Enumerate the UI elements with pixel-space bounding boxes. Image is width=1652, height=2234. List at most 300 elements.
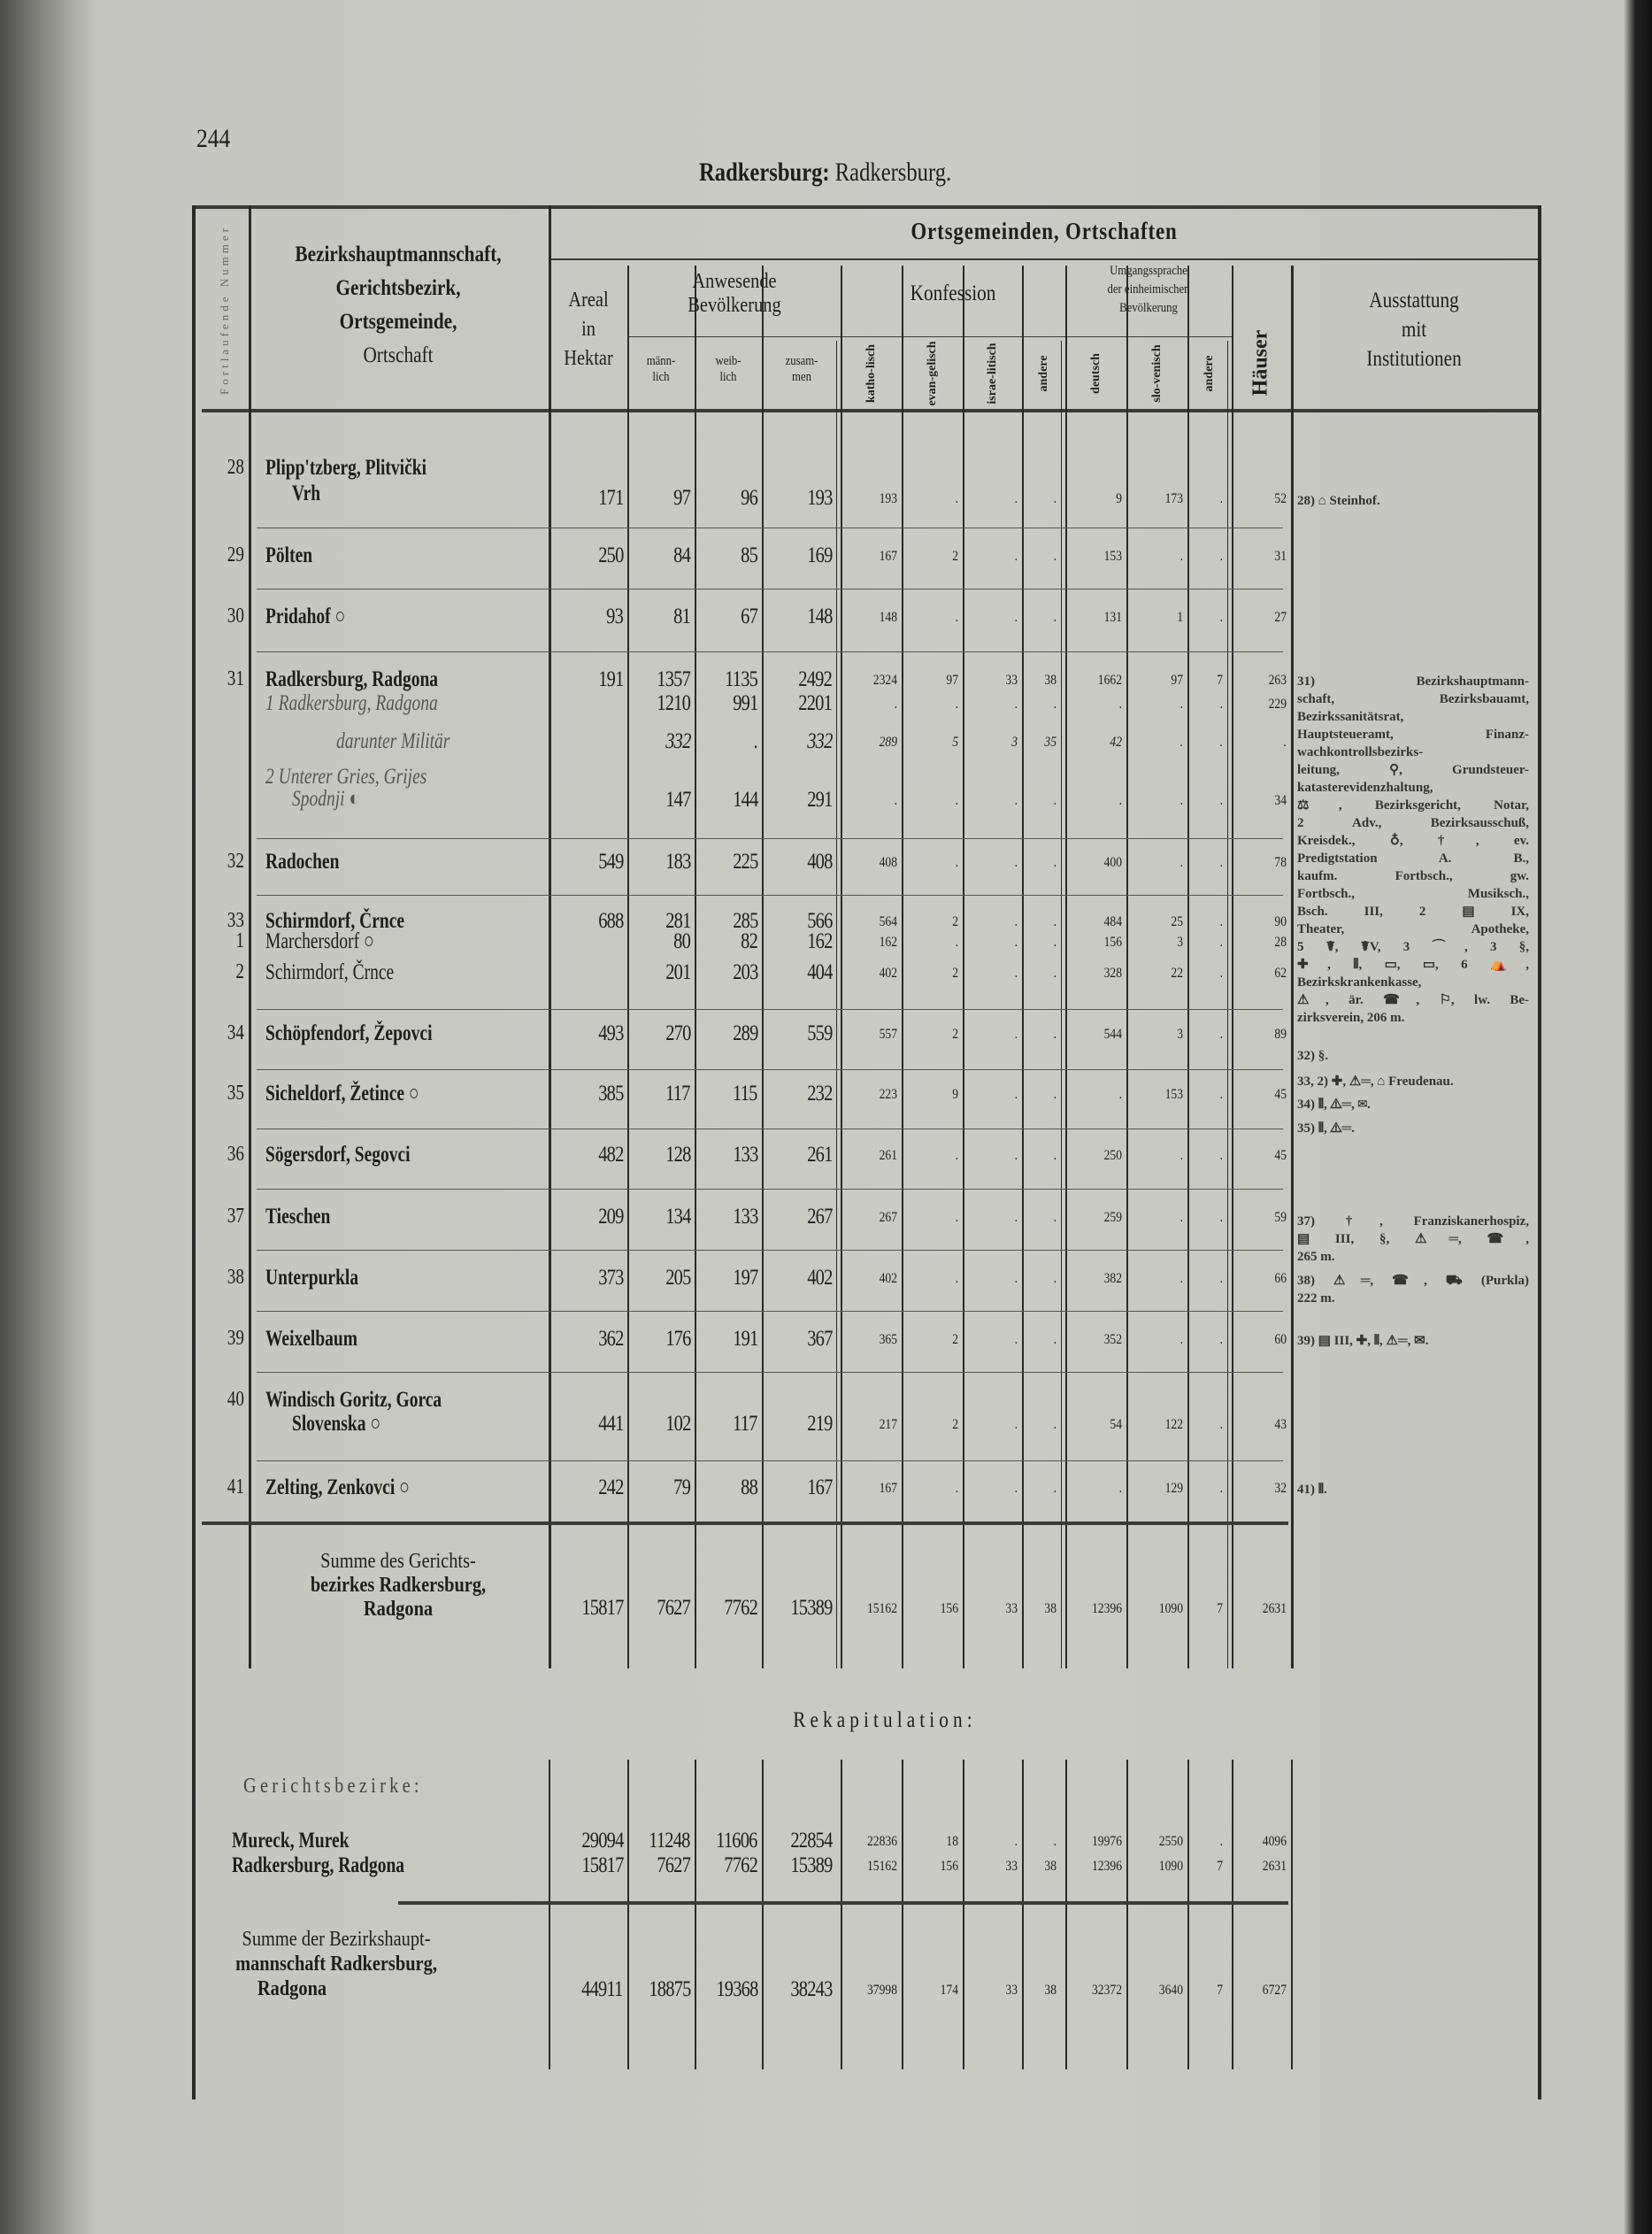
table-cell: . (1053, 1332, 1057, 1347)
header-institutions: Ausstattung (1369, 289, 1459, 312)
table-cell: . (1014, 793, 1018, 808)
table-cell: . (955, 1481, 958, 1496)
table-cell: 80 (673, 929, 690, 953)
table-cell: 3 (1011, 735, 1018, 750)
sum-label: bezirkes Radkersburg, (310, 1574, 487, 1597)
table-cell: 7 (1217, 1601, 1223, 1616)
table-cell: 2550 (1158, 1834, 1183, 1849)
table-cell: 373 (597, 1266, 623, 1290)
table-cell: 232 (806, 1082, 832, 1105)
table-cell: 267 (806, 1205, 832, 1229)
row-number: 30 (227, 605, 244, 628)
table-cell: 2 (952, 914, 958, 929)
table-cell: . (1053, 1148, 1057, 1163)
table-cell: 2 (952, 966, 958, 981)
header-language-col: slo-venisch (1149, 344, 1164, 403)
table-cell: 129 (1164, 1481, 1183, 1496)
table-cell: 38 (1044, 1859, 1057, 1874)
table-cell: 162 (879, 935, 897, 950)
table-cell: 566 (806, 909, 832, 933)
table-cell: . (894, 697, 897, 712)
header-population-col: lich (719, 370, 737, 384)
column-rule (1065, 1760, 1067, 2069)
note-line: schaft, Bezirksbauamt, (1297, 692, 1529, 706)
recap-subtitle: Gerichtsbezirke: (243, 1775, 423, 1798)
table-cell: . (1219, 966, 1223, 981)
table-cell: 89 (1274, 1027, 1287, 1042)
column-rule (841, 1760, 842, 2069)
table-cell: 285 (732, 909, 757, 933)
table-cell: 482 (597, 1143, 623, 1167)
header-houses: Häuser (1249, 329, 1272, 397)
table-cell: 3 (1177, 1027, 1183, 1042)
table-cell: 33 (1005, 1601, 1018, 1616)
table-left-border (192, 205, 196, 2099)
table-cell: 29094 (580, 1829, 623, 1853)
header-rule (549, 258, 1538, 260)
table-cell: 219 (806, 1412, 832, 1436)
note-line: katasterevidenzhaltung, (1297, 781, 1433, 795)
table-cell: . (1219, 1481, 1223, 1496)
table-cell: 2 (952, 1332, 958, 1347)
table-cell: 209 (597, 1205, 623, 1229)
table-cell: 38 (1044, 1983, 1057, 1998)
institution-note (1297, 1481, 1529, 1498)
note-line: Bezirkssanitätsrat, (1297, 710, 1404, 724)
table-cell: 402 (879, 966, 897, 981)
header-rule (1065, 336, 1232, 337)
table-cell: 156 (1103, 935, 1122, 950)
table-cell: 332 (665, 729, 690, 753)
table-cell: 7627 (657, 1853, 690, 1877)
table-cell: . (1219, 610, 1223, 625)
title-court: Radkersburg. (834, 158, 952, 187)
note-line: 35) ⫴, ⚠═. (1297, 1121, 1355, 1136)
table-cell: . (1219, 735, 1223, 750)
table-cell: 193 (879, 491, 897, 506)
row-number: 35 (227, 1082, 244, 1105)
table-cell: . (1283, 735, 1287, 750)
header-population-col: weib- (715, 354, 741, 368)
table-cell: 3 (1177, 935, 1183, 950)
table-cell: . (1219, 549, 1223, 564)
table-cell: 1210 (657, 691, 690, 715)
table-cell: 1662 (1097, 673, 1122, 688)
table-cell: 153 (1103, 549, 1122, 564)
column-rule (1291, 266, 1294, 1668)
row-separator (257, 651, 1283, 652)
table-cell: . (1014, 1271, 1018, 1286)
table-cell: 25 (1171, 914, 1183, 929)
header-name: Gerichtsbezirk, (335, 276, 461, 300)
table-cell: 352 (1103, 1332, 1122, 1347)
table-cell: 96 (741, 486, 757, 510)
table-cell: 79 (673, 1475, 690, 1499)
place-name: Radochen (265, 850, 340, 874)
table-cell: 991 (732, 691, 757, 715)
table-cell: 493 (597, 1021, 623, 1045)
row-separator (257, 1311, 1283, 1312)
place-name: Zelting, Zenkovci ○ (265, 1475, 410, 1499)
table-cell: 328 (1103, 966, 1122, 981)
table-cell: 281 (665, 909, 690, 933)
row-separator (257, 1069, 1283, 1070)
column-rule (549, 205, 551, 1668)
column-rule (963, 1760, 964, 2069)
table-cell: 38 (1044, 1601, 1057, 1616)
row-separator (257, 1009, 1283, 1010)
table-cell: 148 (879, 610, 897, 625)
table-cell: 62 (1274, 966, 1287, 981)
header-language: Umgangssprache (1110, 264, 1187, 278)
table-cell: . (1179, 793, 1183, 808)
table-cell: . (1219, 1148, 1223, 1163)
table-cell: . (1219, 793, 1223, 808)
table-cell: 261 (806, 1143, 832, 1167)
table-cell: 201 (665, 960, 690, 984)
table-cell: 7 (1217, 1983, 1223, 1998)
table-cell: 362 (597, 1327, 623, 1351)
column-rule (695, 266, 696, 1668)
table-cell: . (1118, 1481, 1122, 1496)
table-cell: 117 (665, 1082, 690, 1105)
table-cell: . (1014, 855, 1018, 870)
place-name: Slovenska ○ (292, 1412, 381, 1436)
table-cell: 167 (879, 549, 897, 564)
table-cell: . (1118, 1087, 1122, 1102)
table-cell: 289 (732, 1021, 757, 1045)
sum-rule (202, 1521, 1288, 1525)
header-group-title: Ortsgemeinden, Ortschaften (911, 218, 1178, 244)
table-cell: . (1219, 1417, 1223, 1432)
table-cell: 191 (597, 667, 623, 691)
table-cell: 229 (1268, 697, 1287, 712)
column-rule (1126, 1760, 1128, 2069)
table-cell: 259 (1103, 1210, 1122, 1225)
table-cell: 122 (1164, 1417, 1183, 1432)
column-rule (1022, 1760, 1024, 2069)
table-cell: 197 (732, 1266, 757, 1290)
table-cell: 2 (952, 549, 958, 564)
recap-court-name: Mureck, Murek (232, 1829, 350, 1853)
table-cell: 131 (1103, 610, 1122, 625)
table-cell: 12396 (1092, 1601, 1122, 1616)
table-cell: 408 (879, 855, 897, 870)
table-cell: . (1014, 935, 1018, 950)
table-cell: 44911 (581, 1977, 623, 2001)
column-rule (549, 1760, 550, 2069)
table-cell: 250 (597, 543, 623, 567)
table-cell: 84 (673, 543, 690, 567)
table-cell: 19976 (1092, 1834, 1122, 1849)
note-line: 31) Bezirkshauptmann- (1297, 674, 1529, 689)
note-line: ▤ III, §, ⚠═, ☎, (1297, 1232, 1529, 1246)
recap-sum-label: Radgona (257, 1977, 327, 2000)
note-line: 39) ▤ III, ✚, ⫴, ⚠═, ✉. (1297, 1334, 1429, 1348)
table-cell: 242 (597, 1475, 623, 1499)
table-cell: . (894, 793, 897, 808)
header-population: Bevölkerung (688, 294, 781, 317)
note-line: ⚖, Bezirksgericht, Notar, (1297, 798, 1529, 813)
table-cell: 18875 (648, 1977, 690, 2001)
column-rule (1232, 1760, 1233, 2069)
table-cell: 81 (673, 605, 690, 628)
table-cell: . (1053, 1481, 1057, 1496)
table-cell: 32 (1274, 1481, 1287, 1496)
table-cell: 147 (665, 788, 690, 812)
table-cell: 270 (665, 1021, 690, 1045)
title-district: Radkersburg: (699, 158, 830, 187)
place-name: Schirmdorf, Črnce (265, 909, 405, 933)
note-line: Bezirkskrankenkasse, (1297, 975, 1422, 990)
column-rule (902, 266, 903, 1668)
note-line: 222 m. (1297, 1291, 1335, 1306)
table-cell: 33 (1005, 1983, 1018, 1998)
table-cell: 22854 (789, 1829, 832, 1853)
note-line: Kreisdek., ♁, †, ev. (1297, 834, 1529, 848)
table-cell: . (1118, 793, 1122, 808)
table-cell: . (1053, 914, 1057, 929)
table-cell: 1135 (725, 667, 757, 691)
recap-sum-label: mannschaft Radkersburg, (235, 1953, 437, 1976)
note-line: Predigtstation A. B., (1297, 851, 1529, 866)
header-name: Ortsgemeinde, (339, 310, 457, 334)
table-cell: 33 (1005, 673, 1018, 688)
table-cell: 42 (1110, 735, 1122, 750)
place-name: 2 Unterer Gries, Grijes (265, 765, 427, 789)
table-cell: 38 (1044, 673, 1057, 688)
table-cell: 169 (806, 543, 832, 567)
table-cell: 102 (665, 1412, 690, 1436)
table-cell: . (1179, 855, 1183, 870)
row-number: 32 (227, 850, 244, 873)
place-name: Spodnji ◐ (292, 787, 360, 811)
table-cell: . (1053, 549, 1057, 564)
table-cell: . (955, 1148, 958, 1163)
row-separator (257, 895, 1283, 896)
place-name: Pridahof ○ (265, 605, 346, 628)
table-cell: . (1053, 935, 1057, 950)
table-cell: 3640 (1158, 1983, 1183, 1998)
note-line: 265 m. (1297, 1250, 1335, 1264)
column-rule (762, 266, 764, 1668)
place-name: Unterpurkla (265, 1266, 359, 1290)
column-rule (902, 1760, 903, 2069)
table-cell: . (1053, 1417, 1057, 1432)
row-separator (257, 1250, 1283, 1251)
row-number: 38 (227, 1266, 244, 1289)
table-cell: 88 (741, 1475, 757, 1499)
header-nr: Fortlaufende Nummer (218, 225, 231, 395)
table-cell: 34 (1274, 793, 1287, 808)
table-cell: . (1053, 1834, 1057, 1849)
table-cell: 134 (665, 1205, 690, 1229)
row-number: 33 (227, 909, 244, 932)
table-cell: 15162 (867, 1601, 897, 1616)
table-cell: . (1219, 1087, 1223, 1102)
table-cell: 2 (952, 1027, 958, 1042)
table-cell: . (753, 729, 757, 753)
table-cell: 67 (741, 605, 757, 628)
table-cell: 85 (741, 543, 757, 567)
table-top-rule (192, 205, 1541, 209)
place-name: Radkersburg, Radgona (265, 667, 439, 691)
table-cell: 400 (1103, 855, 1122, 870)
table-cell: . (1179, 1148, 1183, 1163)
row-number: 41 (227, 1475, 244, 1498)
header-language: der einheimischen (1107, 282, 1190, 297)
column-rule (841, 266, 842, 1668)
table-cell: 402 (806, 1266, 832, 1290)
header-language: Bevölkerung (1119, 301, 1178, 315)
header-population-col: männ- (646, 354, 676, 368)
column-rule (249, 205, 251, 1668)
table-cell: . (1014, 1332, 1018, 1347)
institution-note (1297, 1272, 1529, 1307)
row-number: 2 (235, 960, 244, 983)
table-cell: 11606 (716, 1829, 757, 1853)
row-number: 29 (227, 543, 244, 566)
header-bottom-rule (202, 409, 1538, 412)
table-cell: . (955, 1210, 958, 1225)
table-cell: . (955, 491, 958, 506)
table-cell: 11248 (649, 1829, 690, 1853)
table-cell: 15389 (789, 1596, 832, 1620)
institution-note (1297, 1073, 1529, 1090)
header-population-col: zusam- (785, 354, 818, 368)
table-cell: . (1179, 1271, 1183, 1286)
table-cell: 35 (1044, 735, 1057, 750)
header-institutions: Institutionen (1366, 347, 1462, 371)
row-number: 34 (227, 1021, 244, 1044)
column-rule (1227, 341, 1228, 1668)
table-cell: 5 (952, 735, 958, 750)
note-line: 28) ⌂ Steinhof. (1297, 494, 1380, 508)
table-cell: 402 (879, 1271, 897, 1286)
table-cell: . (955, 935, 958, 950)
header-konfession: Konfession (910, 281, 996, 305)
place-name: Schirmdorf, Črnce (265, 960, 395, 984)
row-number: 36 (227, 1143, 244, 1166)
table-cell: 173 (1164, 491, 1183, 506)
table-cell: 97 (946, 673, 958, 688)
column-rule (1022, 266, 1024, 1668)
table-cell: 250 (1103, 1148, 1122, 1163)
table-cell: 45 (1274, 1087, 1287, 1102)
place-name: 1 Radkersburg, Radgona (265, 691, 438, 715)
table-cell: 263 (1268, 673, 1287, 688)
table-cell: . (1219, 935, 1223, 950)
table-cell: 27 (1274, 610, 1287, 625)
table-cell: 38243 (789, 1977, 832, 2001)
note-line: Bsch. III, 2 ▤ IX, (1297, 905, 1529, 919)
table-cell: 267 (879, 1210, 897, 1225)
table-cell: 28 (1274, 935, 1287, 950)
column-rule (1187, 1760, 1189, 2069)
table-cell: . (1219, 491, 1223, 506)
place-name: Sicheldorf, Žetince ○ (265, 1082, 419, 1105)
table-cell: 15162 (867, 1859, 897, 1874)
table-cell: 97 (1171, 673, 1183, 688)
header-language-col: deutsch (1088, 353, 1103, 394)
header-name: Bezirkshauptmannschaft, (295, 243, 502, 266)
table-cell: 2631 (1262, 1601, 1287, 1616)
table-cell: 167 (806, 1475, 832, 1499)
table-cell: 7 (1217, 673, 1223, 688)
table-cell: 7 (1217, 1859, 1223, 1874)
table-cell: . (1053, 1210, 1057, 1225)
table-cell: 408 (806, 850, 832, 874)
row-number: 28 (227, 456, 244, 479)
table-cell: 9 (1116, 491, 1122, 506)
table-cell: . (1219, 1027, 1223, 1042)
table-cell: 484 (1103, 914, 1122, 929)
header-institutions: mit (1401, 318, 1427, 342)
place-name: Windisch Goritz, Gorca (265, 1388, 442, 1412)
table-cell: 153 (1164, 1087, 1183, 1102)
row-number: 1 (235, 929, 244, 952)
recap-sum-rule (398, 1901, 1288, 1905)
table-cell: . (955, 793, 958, 808)
table-cell: 382 (1103, 1271, 1122, 1286)
table-cell: 133 (732, 1143, 757, 1167)
table-cell: . (1219, 855, 1223, 870)
table-cell: 31 (1274, 549, 1287, 564)
note-line: 32) §. (1297, 1049, 1328, 1063)
place-name: Weixelbaum (265, 1327, 358, 1351)
page-number: 244 (196, 124, 231, 153)
table-cell: 7762 (724, 1596, 757, 1620)
note-line: leitung, ⚲, Grundsteuer- (1297, 763, 1529, 777)
table-cell: . (1053, 1087, 1057, 1102)
table-cell: . (955, 610, 958, 625)
header-rule (627, 336, 841, 337)
note-line: ⚠, är. ☎, ⚐, lw. Be- (1297, 993, 1529, 1007)
table-cell: 52 (1274, 491, 1287, 506)
table-cell: 549 (597, 850, 623, 874)
place-name: Plipp'tzberg, Plitvički (265, 456, 426, 480)
table-cell: 1 (1177, 610, 1183, 625)
column-rule (627, 1760, 629, 2069)
table-cell: 544 (1103, 1027, 1122, 1042)
table-cell: 193 (806, 486, 832, 510)
recap-title: Rekapitulation: (793, 1708, 977, 1732)
note-line: 38) ⚠═, ☎, ⛟ (Purkla) (1297, 1274, 1529, 1288)
note-line: wachkontrollsbezirks- (1297, 745, 1424, 759)
note-line: 33, 2) ✚, ⚠═, ⌂ Freudenau. (1297, 1075, 1454, 1089)
column-rule (695, 1760, 696, 2069)
table-cell: 78 (1274, 855, 1287, 870)
table-cell: 688 (597, 909, 623, 933)
row-separator (257, 1460, 1283, 1461)
table-cell: 66 (1274, 1271, 1287, 1286)
table-cell: 162 (806, 929, 832, 953)
table-cell: 144 (732, 788, 757, 812)
header-rule (841, 336, 1065, 337)
table-cell: . (1014, 1087, 1018, 1102)
place-name: Vrh (292, 481, 321, 505)
table-cell: . (1014, 1210, 1018, 1225)
row-number: 37 (227, 1205, 244, 1228)
table-cell: 564 (879, 914, 897, 929)
table-cell: . (1014, 697, 1018, 712)
table-cell: . (1053, 697, 1057, 712)
table-cell: . (955, 1271, 958, 1286)
table-cell: 203 (732, 960, 757, 984)
table-cell: 1357 (657, 667, 690, 691)
table-cell: 97 (673, 486, 690, 510)
table-cell: . (1014, 914, 1018, 929)
